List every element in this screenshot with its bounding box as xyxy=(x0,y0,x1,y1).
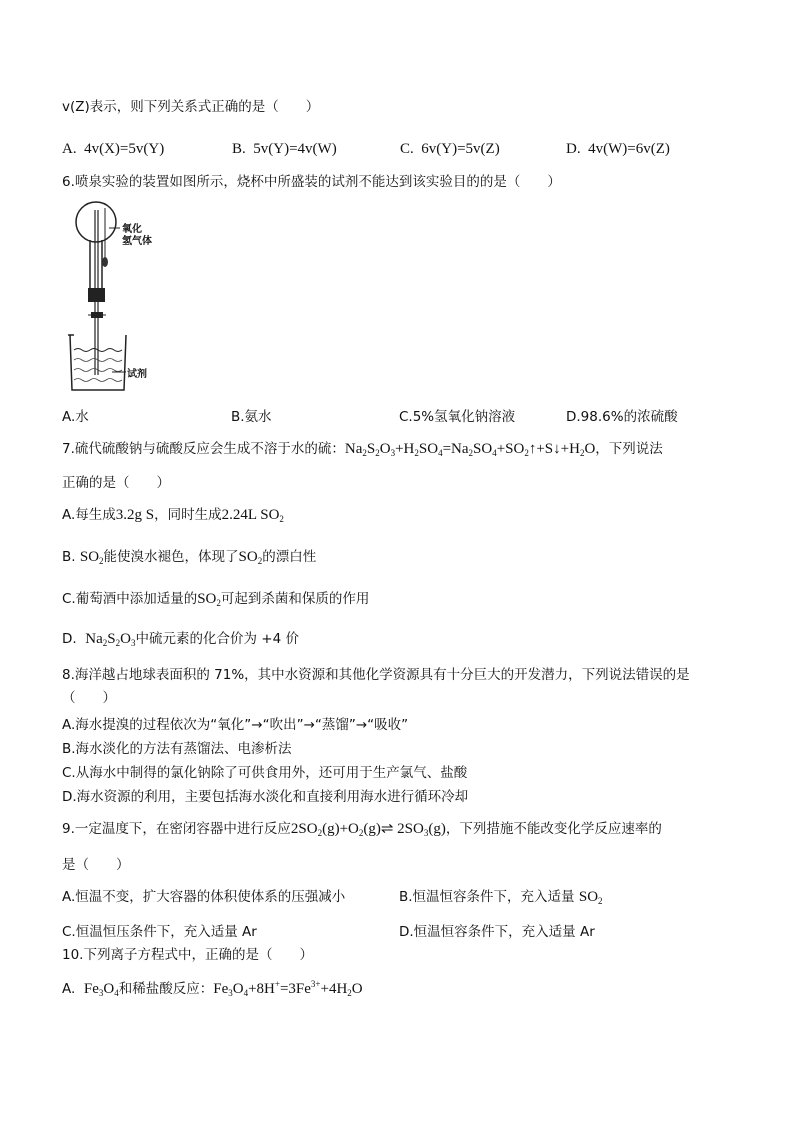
figure-gas-label-2: 氢气体 xyxy=(122,236,152,247)
q8-option-d: D.海水资源的利用，主要包括海水淡化和直接利用海水进行循环冷却 xyxy=(62,789,469,805)
q5-option-b: B. 5v(Y)=4v(W) xyxy=(232,141,337,157)
q7-stem-line2: 正确的是（ ） xyxy=(62,475,170,491)
q6-option-b: B.氨水 xyxy=(231,409,272,425)
fountain-apparatus-figure xyxy=(62,200,172,400)
q7-option-d: D. $Na_2S_2O_3$中硫元素的化合价为 +4 价 xyxy=(62,631,299,648)
q9-stem: 9.一定温度下，在密闭容器中进行反应$2SO_2(g)+O_2(g)\rightleftharpoons$ $2SO_3(g)$，下列措施不能改变化学反应速率的 xyxy=(62,821,662,838)
q8-option-a: A.海水提溴的过程依次为“氧化”→“吹出”→“蒸馏”→“吸收” xyxy=(62,717,409,733)
q6-stem: 6.喷泉实验的装置如图所示，烧杯中所盛装的试剂不能达到该实验目的的是（ ） xyxy=(62,174,561,190)
q8-stem-paren: （ ） xyxy=(62,690,116,706)
q9-option-c: C.恒温恒压条件下，充入适量 Ar xyxy=(62,924,257,940)
q10-option-a: A. $Fe_3O_4$和稀盐酸反应：$Fe_3O_4+8H^+=3Fe^{3+}+4H_2O$ xyxy=(62,979,363,998)
q5-option-d: D. 4v(W)=6v(Z) xyxy=(566,141,670,157)
q5-option-a: A. 4v(X)=5v(Y) xyxy=(62,141,165,157)
q7-equation: $Na_2S_2O_3+H_2SO_4=Na_2SO_4+SO_2↑+S↓+H_2O$ xyxy=(344,441,596,458)
q10-stem: 10.下列离子方程式中，正确的是（ ） xyxy=(62,947,313,963)
fountain-apparatus-drawing xyxy=(62,200,172,400)
q9-option-b: B.恒温恒容条件下，充入适量 $SO_2$ xyxy=(399,889,603,906)
q8-option-c: C.从海水中制得的氯化钠除了可供食用外，还可用于生产氯气、盐酸 xyxy=(62,765,468,781)
q9-option-a: A.恒温不变，扩大容器的体积使体系的压强减小 xyxy=(62,889,346,905)
q7-stem: 7.硫代硫酸钠与硫酸反应会生成不溶于水的硫：$Na_2S_2O_3+H_2SO_4=Na_2SO_4+SO_2↑+S↓+H_2O$，下列说法 xyxy=(62,441,663,458)
q9-option-d: D.恒温恒容条件下，充入适量 Ar xyxy=(399,924,595,940)
q5-option-c: C. 6v(Y)=5v(Z) xyxy=(400,141,500,157)
q7-option-b: B. $SO_2$能使溴水褪色，体现了$SO_2$的漂白性 xyxy=(62,549,317,566)
q7-option-a: A.每生成3.2g S，同时生成2.24L $SO_2$ xyxy=(62,507,284,524)
q6-option-c: C.5%氢氧化钠溶液 xyxy=(399,409,516,425)
figure-gas-label-1: 氧化 xyxy=(122,224,142,235)
q7-option-c: C.葡萄酒中添加适量的$SO_2$可起到杀菌和保质的作用 xyxy=(62,591,370,608)
q5-stem: v(Z)表示，则下列关系式正确的是（ ） xyxy=(62,99,320,115)
q8-option-b: B.海水淡化的方法有蒸馏法、电渗析法 xyxy=(62,741,292,757)
q6-option-d: D.98.6%的浓硫酸 xyxy=(566,409,678,425)
figure-reagent-label: 试剂 xyxy=(127,369,147,380)
q6-option-a: A.水 xyxy=(62,409,89,425)
q9-equation: $2SO_2(g)+O_2(g)\rightleftharpoons$ $2SO_3(g)$ xyxy=(290,821,446,838)
q8-stem: 8.海洋越占地球表面积的 71%，其中水资源和其他化学资源具有十分巨大的开发潜力，下列说法错误的是 xyxy=(62,667,690,683)
q9-stem-line2: 是（ ） xyxy=(62,857,130,873)
